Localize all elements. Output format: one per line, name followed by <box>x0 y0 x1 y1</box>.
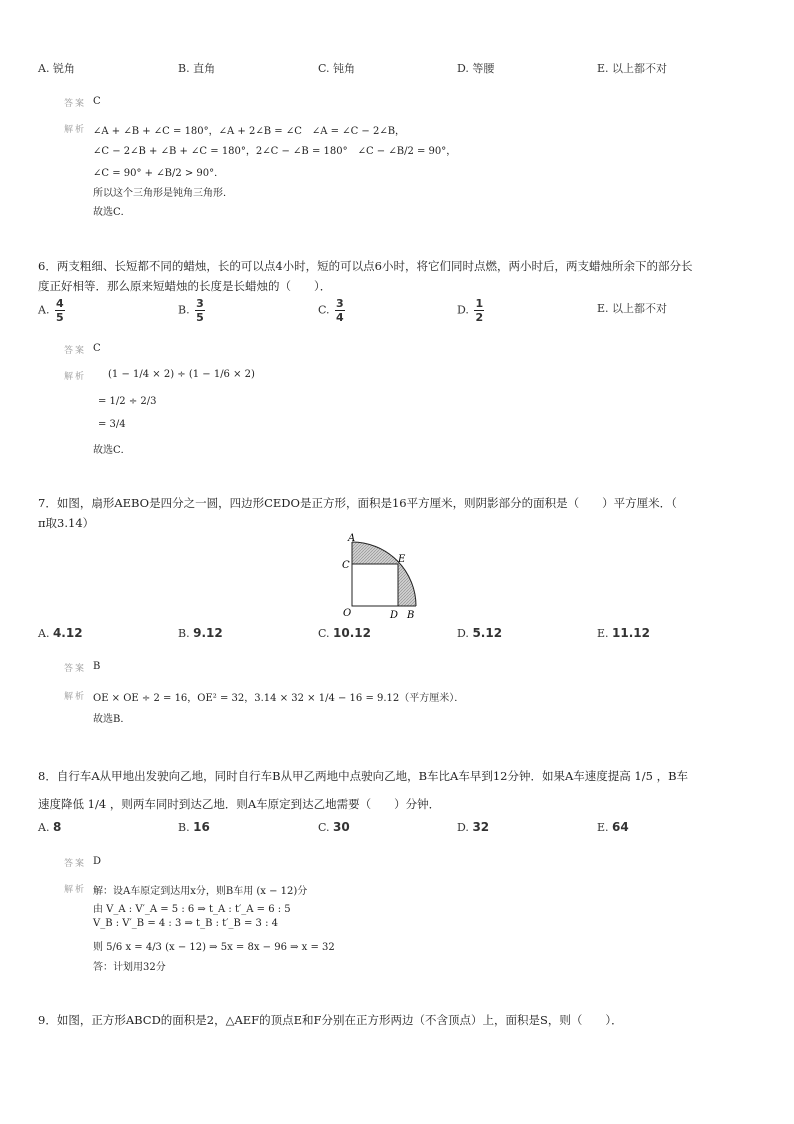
q7-analysis-line-1: OE × OE ÷ 2 = 16，OE² = 32，3.14 × 32 × 1/4 − 16 = 9.12（平方厘米）． <box>93 693 465 704</box>
q7-label-c: C <box>342 560 350 571</box>
q5-analysis-line-4: 所以这个三角形是钝角三角形． <box>93 188 233 199</box>
q6-stem-line-1: 6．两支粗细、长短都不同的蜡烛，长的可以点4小时，短的可以点6小时，将它们同时点燃，两小时后，两支蜡烛所余下的部分长 <box>38 259 693 273</box>
q8-option-e-value: 64 <box>612 820 629 834</box>
q7-option-b-letter: B. <box>178 627 190 640</box>
q8-analysis-line-4: 则 5/6 x = 4/3 (x − 12) ⇒ 5x = 8x − 96 ⇒ x = 32 <box>93 942 335 953</box>
q6-option-b-den: 5 <box>196 311 204 324</box>
q7-analysis-label: 解析 <box>64 692 87 702</box>
q7-answer-label: 答案 <box>64 664 87 674</box>
q8-stem-line-1: 8．自行车A从甲地出发驶向乙地，同时自行车B从甲乙两地中点驶向乙地，B车比A车早到12分钟．如果A车速度提高 1/5 ，B车 <box>38 769 689 783</box>
q7-figure-svg <box>334 532 424 620</box>
q8-option-d-letter: D. <box>457 821 469 834</box>
q5-analysis-line-1: ∠A + ∠B + ∠C = 180°，∠A + 2∠B = ∠C ∠A = ∠C − 2∠B， <box>93 126 406 137</box>
q8-option-c-value: 30 <box>333 820 350 834</box>
q7-label-b: B <box>407 610 415 620</box>
q7-answer: B <box>93 661 101 672</box>
q6-analysis-line-1: (1 − 1/4 × 2) ÷ (1 − 1/6 × 2) <box>108 369 255 380</box>
q8-option-b-value: 16 <box>193 820 210 834</box>
q8-option-e[interactable] <box>597 820 629 834</box>
q8-option-c[interactable] <box>318 820 350 834</box>
q6-option-b[interactable] <box>178 298 207 323</box>
q5-option-b[interactable]: B. 直角 <box>178 62 216 75</box>
q8-answer-label: 答案 <box>64 859 87 869</box>
q9-stem: 9．如图，正方形ABCD的面积是2，△AEF的顶点E和F分别在正方形两边（不含顶点）上，面积是S，则（ ）． <box>38 1013 623 1027</box>
q7-option-a-letter: A. <box>38 627 50 640</box>
q6-option-e[interactable]: E. 以上都不对 <box>597 302 668 315</box>
q8-option-a[interactable] <box>38 820 61 834</box>
q8-option-b[interactable] <box>178 820 210 834</box>
q7-option-e-value: 11.12 <box>612 626 650 640</box>
q6-option-a-num: 4 <box>55 297 64 310</box>
q8-analysis-label: 解析 <box>64 885 87 895</box>
q5-analysis-line-3: ∠C = 90° + ∠B/2 > 90°． <box>93 168 225 179</box>
q7-stem-line-2: π取3.14） <box>38 516 95 530</box>
q6-option-d-letter: D. <box>457 303 469 317</box>
q8-answer: D <box>93 856 102 867</box>
q6-option-c-letter: C. <box>318 303 330 317</box>
q5-analysis-label: 解析 <box>64 125 87 135</box>
q7-option-c-value: 10.12 <box>333 626 371 640</box>
q8-analysis-line-3: V_B : V′_B = 4 : 3 ⇒ t_B : t′_B = 3 : 4 <box>93 918 278 929</box>
q5-option-a[interactable]: A. 锐角 <box>38 62 75 75</box>
q6-analysis-line-3: = 3/4 <box>98 419 126 430</box>
q8-analysis-line-1: 解：设A车原定到达用x分，则B车用 (x − 12)分 <box>93 886 308 897</box>
q6-option-a-den: 5 <box>55 311 64 324</box>
q6-option-d-num: 1 <box>475 297 484 310</box>
q7-stem-line-1: 7．如图，扇形AEBO是四分之一圆，四边形CEDO是正方形，面积是16平方厘米，则阴影部分的面积是（ ）平方厘米．（ <box>38 496 677 510</box>
q7-label-o: O <box>343 608 352 619</box>
q8-analysis-line-5: 答：计划用32分 <box>93 962 166 973</box>
q6-option-b-letter: B. <box>178 303 190 317</box>
q6-option-c[interactable] <box>318 298 347 323</box>
q7-option-c[interactable] <box>318 626 371 640</box>
q5-option-c[interactable]: C. 钝角 <box>318 62 356 75</box>
q7-square <box>352 564 398 606</box>
q5-option-e[interactable]: E. 以上都不对 <box>597 62 668 75</box>
q7-option-d-letter: D. <box>457 627 469 640</box>
q7-analysis-conclusion: 故选B． <box>93 714 131 725</box>
q6-option-a[interactable] <box>38 298 67 323</box>
q8-option-a-letter: A. <box>38 821 50 834</box>
q8-option-d-value: 32 <box>472 820 490 834</box>
q7-option-e-letter: E. <box>597 627 609 640</box>
q7-label-e: E <box>398 554 406 565</box>
q8-option-c-letter: C. <box>318 821 330 834</box>
q7-figure <box>334 532 424 620</box>
q7-label-a: A <box>348 533 356 544</box>
q8-option-d[interactable] <box>457 820 489 834</box>
q5-answer-label: 答案 <box>64 99 87 109</box>
q7-option-b-value: 9.12 <box>193 626 223 640</box>
q8-option-b-letter: B. <box>178 821 190 834</box>
q6-answer: C <box>93 343 101 354</box>
q5-option-d[interactable]: D. 等腰 <box>457 62 495 75</box>
q7-option-a-value: 4.12 <box>52 626 83 640</box>
q6-answer-label: 答案 <box>64 346 87 356</box>
q7-option-b[interactable] <box>178 626 223 640</box>
q7-option-d[interactable] <box>457 626 502 640</box>
q6-option-d[interactable] <box>457 298 486 323</box>
q8-option-a-value: 8 <box>52 820 62 834</box>
q8-option-e-letter: E. <box>597 821 609 834</box>
q6-analysis-conclusion: 故选C． <box>93 445 131 456</box>
q6-option-c-num: 3 <box>336 297 344 310</box>
q7-option-a[interactable] <box>38 626 83 640</box>
q6-analysis-line-2: = 1/2 ÷ 2/3 <box>98 396 157 407</box>
q6-stem-line-2: 度正好相等．那么原来短蜡烛的长度是长蜡烛的（ ）． <box>38 279 332 293</box>
q5-analysis-line-2: ∠C − 2∠B + ∠B + ∠C = 180°，2∠C − ∠B = 180° ∠C − ∠B/2 = 90°， <box>93 146 457 157</box>
q7-option-d-value: 5.12 <box>472 626 503 640</box>
q6-option-b-num: 3 <box>196 297 204 310</box>
q7-label-d: D <box>390 610 399 620</box>
q7-option-c-letter: C. <box>318 627 330 640</box>
q5-analysis-line-5: 故选C． <box>93 207 131 218</box>
q7-option-e[interactable] <box>597 626 650 640</box>
q6-option-c-den: 4 <box>336 311 344 324</box>
q6-analysis-label: 解析 <box>64 372 87 382</box>
q5-answer: C <box>93 96 101 107</box>
q8-analysis-line-2: 由 V_A : V′_A = 5 : 6 ⇒ t_A : t′_A = 6 : 5 <box>93 904 291 915</box>
q6-option-d-den: 2 <box>475 311 484 324</box>
q6-option-a-letter: A. <box>38 303 50 317</box>
q8-stem-line-2: 速度降低 1/4 ，则两车同时到达乙地．则A车原定到达乙地需要（ ）分钟． <box>38 797 441 811</box>
